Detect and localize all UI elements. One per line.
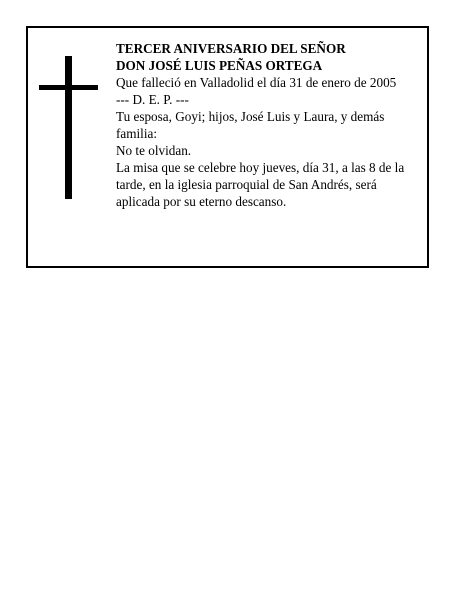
obituary-notice	[26, 26, 429, 268]
family-line: Tu esposa, Goyi; hijos, José Luis y Laura, y demás familia:	[116, 109, 385, 141]
notice-title-line-2: DON JOSÉ LUIS PEÑAS ORTEGA	[116, 58, 323, 73]
notice-text	[116, 40, 421, 210]
notice-title-line-1: TERCER ANIVERSARIO DEL SEÑOR	[116, 41, 346, 56]
cross-horizontal-bar	[39, 85, 98, 90]
death-statement: Que falleció en Valladolid el día 31 de enero de 2005	[116, 75, 397, 90]
cross-vertical-bar	[65, 56, 72, 199]
mass-announcement: La misa que se celebre hoy jueves, día 31, a las 8 de la tarde, en la iglesia parroquial de San Andrés, será aplicada por su eterno descanso.	[116, 160, 405, 209]
rip-line: --- D. E. P. ---	[116, 92, 189, 107]
remember-line: No te olvidan.	[116, 143, 192, 158]
